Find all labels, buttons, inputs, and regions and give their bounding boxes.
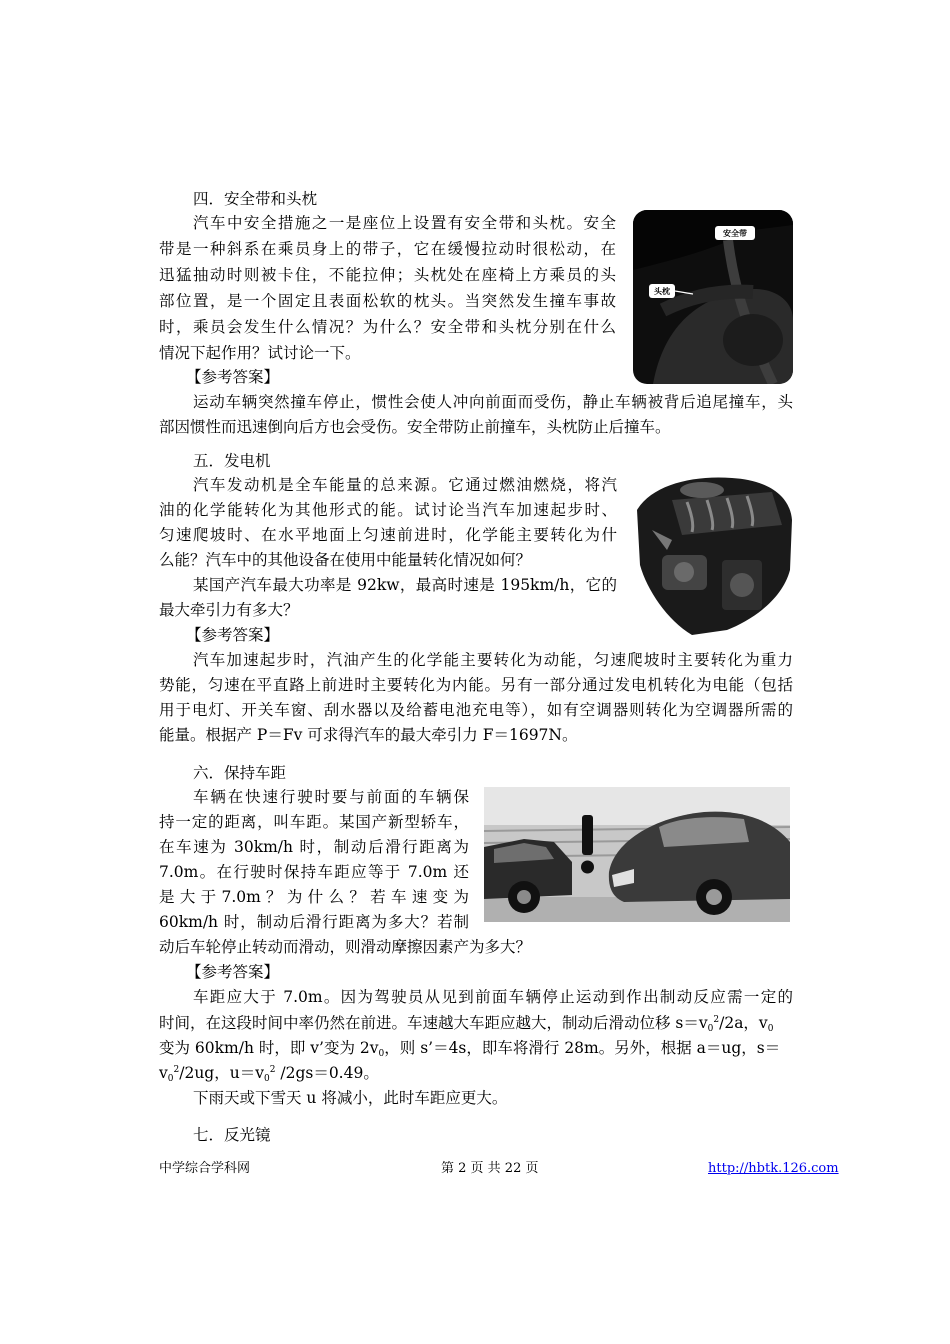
sub-zero: 0: [767, 1024, 774, 1034]
section-7-title: 七．反光镜: [193, 1126, 271, 1144]
s4-answer-label: 【参考答案】: [186, 368, 280, 386]
sup-two: 2: [713, 1014, 720, 1025]
s6-question-line-3: 在车速为 30km/h 时，制动后滑行距离为: [159, 838, 469, 856]
s6-question-line-5: 是 大 于 7.0m ？ 为 什 么 ？ 若 车 速 变 为: [159, 888, 469, 906]
s6-question-line-7: 动后车轮停止转动而滑动，则滑动摩擦因素产为多大？: [159, 938, 532, 956]
s6-question-line-1: 车辆在快速行驶时要与前面的车辆保: [193, 788, 469, 806]
s5-answer-line-4: 能量。根据产 P＝Fv 可求得汽车的最大牵引力 F＝1697N。: [159, 726, 578, 744]
s6-answer-label: 【参考答案】: [186, 963, 280, 981]
footer-page-number: 第 2 页 共 22 页: [441, 1161, 539, 1176]
sub-zero: 0: [707, 1024, 714, 1034]
s5-question-line-1: 汽车发动机是全车能量的总来源。它通过燃油燃烧，将汽: [193, 476, 617, 494]
s4-answer-line-1: 运动车辆突然撞车停止，惯性会使人冲向前面而受伤，静止车辆被背后追尾撞车，头: [193, 393, 793, 411]
s5-answer-line-3: 用于电灯、开关车窗、刮水器以及给蓄电池充电等），如有空调器则转化为空调器所需的: [159, 701, 793, 719]
footer-link-wrap: [708, 1160, 839, 1178]
s4-question-line-3: 迅猛抽动时则被卡住，不能拉伸；头枕处在座椅上方乘员的头: [159, 266, 616, 284]
footer-site-name: 中学综合学科网: [159, 1161, 251, 1176]
s6-answer-line-2-text: 时间，在这段时间中率仍然在前进。车速越大车距应越大，制动后滑动位移 s＝v: [159, 1014, 708, 1032]
s4-question-line-4: 部位置，是一个固定且表面松软的枕头。当突然发生撞车事故: [159, 292, 616, 310]
s6-answer-line-4-tail: /2gs＝0.49。: [275, 1064, 379, 1082]
s5-question-line-3: 匀速爬坡时、在水平地面上匀速前进时，化学能主要转化为什: [159, 526, 617, 544]
s6-question-line-2: 持一定的距离，叫车距。某国产新型轿车，: [159, 813, 469, 831]
s4-question-line-1: 汽车中安全措施之一是座位上设置有安全带和头枕。安全: [193, 214, 616, 232]
s6-answer-line-1: 车距应大于 7.0m。因为驾驶员从见到前面车辆停止运动到作出制动反应需一定的: [193, 988, 793, 1006]
footer-link[interactable]: http://hbtk.126.com: [708, 1161, 839, 1176]
s6-question-line-4: 7.0m。在行驶时保持车距应等于 7.0m 还: [159, 863, 469, 881]
section-6-title: 六．保持车距: [193, 764, 287, 782]
seatbelt-label: 安全带: [723, 228, 747, 238]
section-4-title: 四．安全带和头枕: [193, 190, 318, 208]
s5-question-line-6: 最大牵引力有多大？: [159, 601, 299, 619]
sub-zero: 0: [378, 1049, 385, 1059]
s5-answer-line-1: 汽车加速起步时，汽油产生的化学能主要转化为动能，匀速爬坡时主要转化为重力: [193, 651, 793, 669]
s5-question-line-4: 么能？汽车中的其他设备在使用中能量转化情况如何？: [159, 551, 532, 569]
s6-answer-line-3-tail: ，则 s’＝4s，即车将滑行 28m。另外，根据 a＝ug，s＝: [384, 1039, 781, 1057]
s6-answer-line-4-mid: /2ug，u＝v: [179, 1064, 264, 1082]
s6-answer-line-4-v: v: [159, 1064, 168, 1082]
s6-answer-line-3-text: 变为 60km/h 时，即 v’变为 2v: [159, 1039, 379, 1057]
s4-answer-line-2: 部因惯性而迅速倒向后方也会受伤。安全带防止前撞车，头枕防止后撞车。: [159, 418, 671, 436]
sup-two: 2: [269, 1064, 276, 1075]
s5-answer-line-2: 势能，匀速在平直路上前进时主要转化为内能。另有一部分通过发电机转化为电能（包括: [159, 676, 793, 694]
s6-extra-note: 下雨天或下雪天 u 将减小，此时车距应更大。: [193, 1089, 508, 1107]
s4-question-line-2: 带是一种斜系在乘员身上的带子，它在缓慢拉动时很松动，在: [159, 240, 616, 258]
seatbelt-headrest-photo: [633, 210, 793, 384]
s5-question-line-2: 油的化学能转化为其他形式的能。试讨论当汽车加速起步时、: [159, 501, 617, 519]
s4-question-line-5: 时，乘员会发生什么情况？为什么？安全带和头枕分别在什么: [159, 318, 616, 336]
car-distance-photo: [484, 787, 790, 922]
s5-answer-label: 【参考答案】: [186, 626, 280, 644]
engine-photo: [632, 470, 795, 638]
headrest-label: 头枕: [654, 286, 670, 296]
s5-question-line-5: 某国产汽车最大功率是 92kw，最高时速是 195km/h，它的: [193, 576, 617, 594]
sup-two: 2: [173, 1064, 180, 1075]
s4-question-line-6: 情况下起作用？试讨论一下。: [159, 344, 361, 362]
section-5-title: 五．发电机: [193, 452, 271, 470]
sub-zero: 0: [167, 1074, 174, 1084]
s6-answer-line-2-tail: /2a，v: [719, 1014, 768, 1032]
sub-zero: 0: [263, 1074, 270, 1084]
s6-question-line-6: 60km/h 时，制动后滑行距离为多大？若制: [159, 913, 469, 931]
